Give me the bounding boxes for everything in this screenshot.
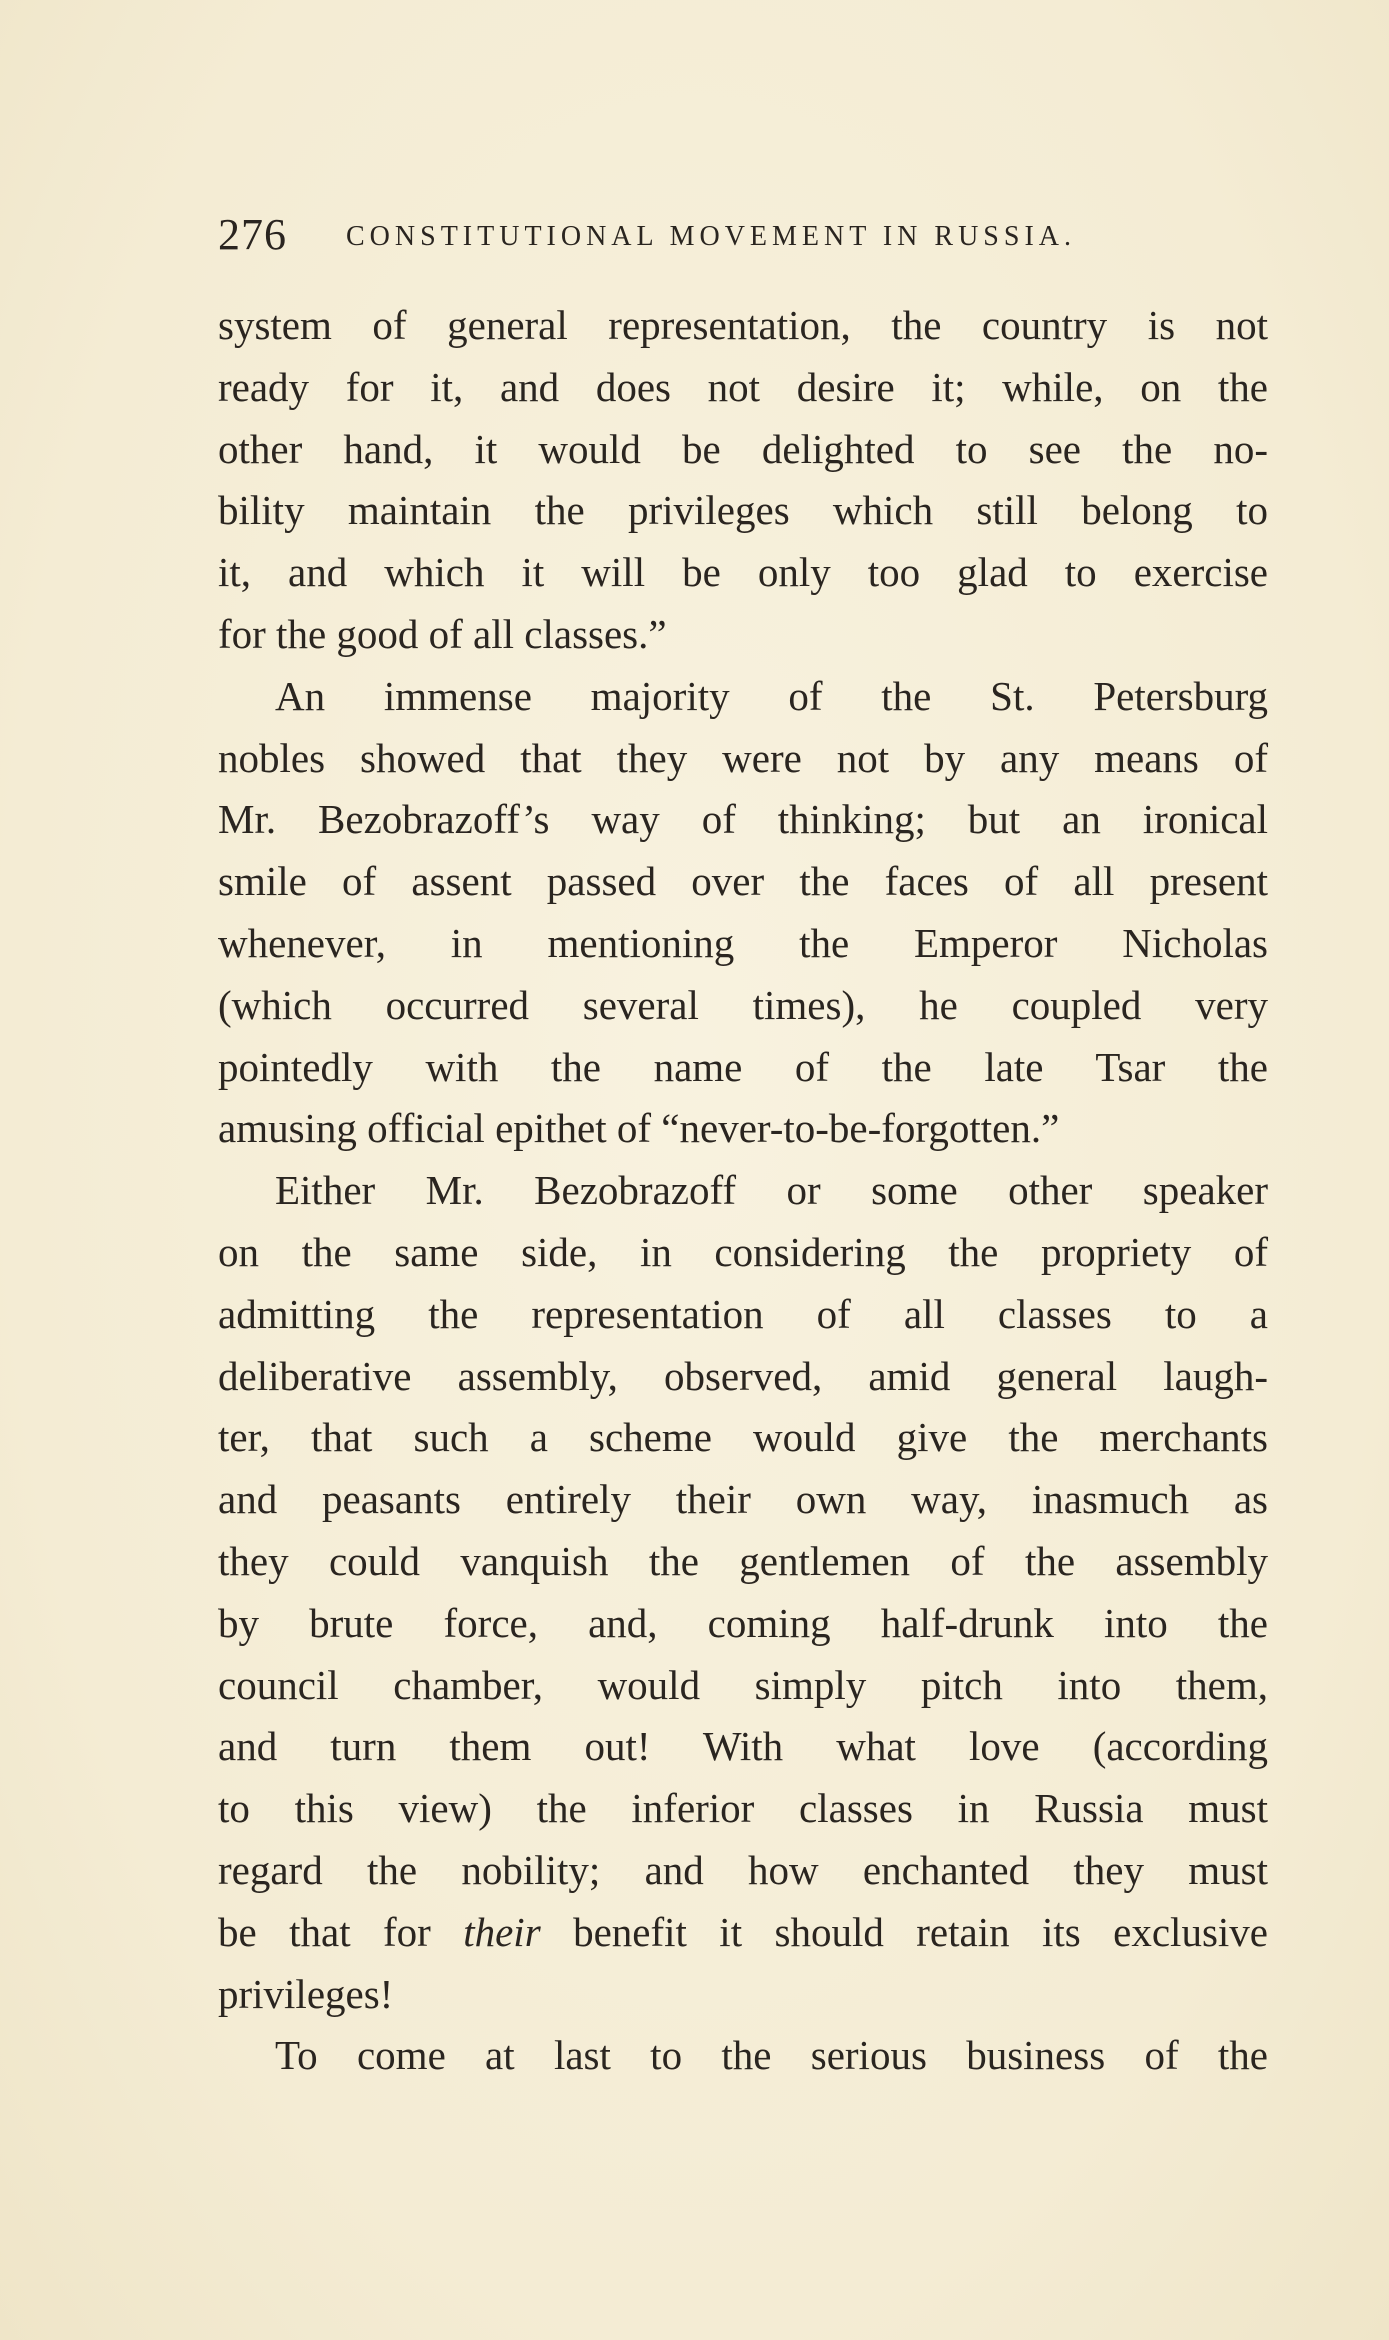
text-line: amusing official epithet of “never-to-be-forgotten.” xyxy=(218,1105,1060,1152)
text-line: for the good of all classes.” xyxy=(218,610,667,657)
text-line: smile of assent passed over the faces of all present xyxy=(218,858,1268,905)
line-text-before-italic: be that for xyxy=(218,1908,464,1955)
text-line: other hand, it would be delighted to see the no- xyxy=(218,425,1268,472)
page-number: 276 xyxy=(218,210,287,259)
line-text-after-italic: benefit it should retain its exclusive xyxy=(540,1908,1268,1955)
text-line: it, and which it will be only too glad to exercise xyxy=(218,549,1268,596)
text-line: and peasants entirely their own way, inasmuch as xyxy=(218,1476,1268,1523)
text-line: by brute force, and, coming half-drunk into the xyxy=(218,1599,1268,1646)
paragraph-start-line: An immense majority of the St. Petersburg xyxy=(275,672,1268,719)
text-line: nobles showed that they were not by any means of xyxy=(218,734,1268,781)
text-line: council chamber, would simply pitch into them, xyxy=(218,1661,1268,1708)
text-line: they could vanquish the gentlemen of the assembly xyxy=(218,1537,1268,1584)
text-line: to this view) the inferior classes in Russia must xyxy=(218,1785,1268,1832)
text-line: (which occurred several times), he coupled very xyxy=(218,981,1268,1028)
text-line: ready for it, and does not desire it; while, on the xyxy=(218,363,1268,410)
text-line: regard the nobility; and how enchanted they must xyxy=(218,1846,1268,1893)
running-head xyxy=(218,205,1178,265)
text-line: privileges! xyxy=(218,1970,394,2017)
text-line: ter, that such a scheme would give the merchants xyxy=(218,1414,1268,1461)
text-line: Mr. Bezobrazoff’s way of thinking; but an ironical xyxy=(218,796,1268,843)
text-line: and turn them out! With what love (according xyxy=(218,1723,1268,1770)
text-line: system of general representation, the country is not xyxy=(218,302,1268,348)
text-line: pointedly with the name of the late Tsar the xyxy=(218,1043,1268,1090)
text-line: whenever, in mentioning the Emperor Nicholas xyxy=(218,919,1268,966)
paragraph-start-line: Either Mr. Bezobrazoff or some other speaker xyxy=(275,1167,1268,1214)
paragraph-start-line: To come at last to the serious business of the xyxy=(275,2032,1268,2079)
running-title: CONSTITUTIONAL MOVEMENT IN RUSSIA. xyxy=(346,221,1076,252)
text-line: on the same side, in considering the propriety of xyxy=(218,1228,1268,1275)
text-line: bility maintain the privileges which still belong to xyxy=(218,487,1268,534)
text-line: admitting the representation of all classes to a xyxy=(218,1290,1268,1337)
body-text xyxy=(218,295,1268,2087)
text-line: deliberative assembly, observed, amid general laugh- xyxy=(218,1352,1268,1399)
italic-word: their xyxy=(463,1908,541,1955)
text-line-with-italic xyxy=(218,1902,1268,1964)
